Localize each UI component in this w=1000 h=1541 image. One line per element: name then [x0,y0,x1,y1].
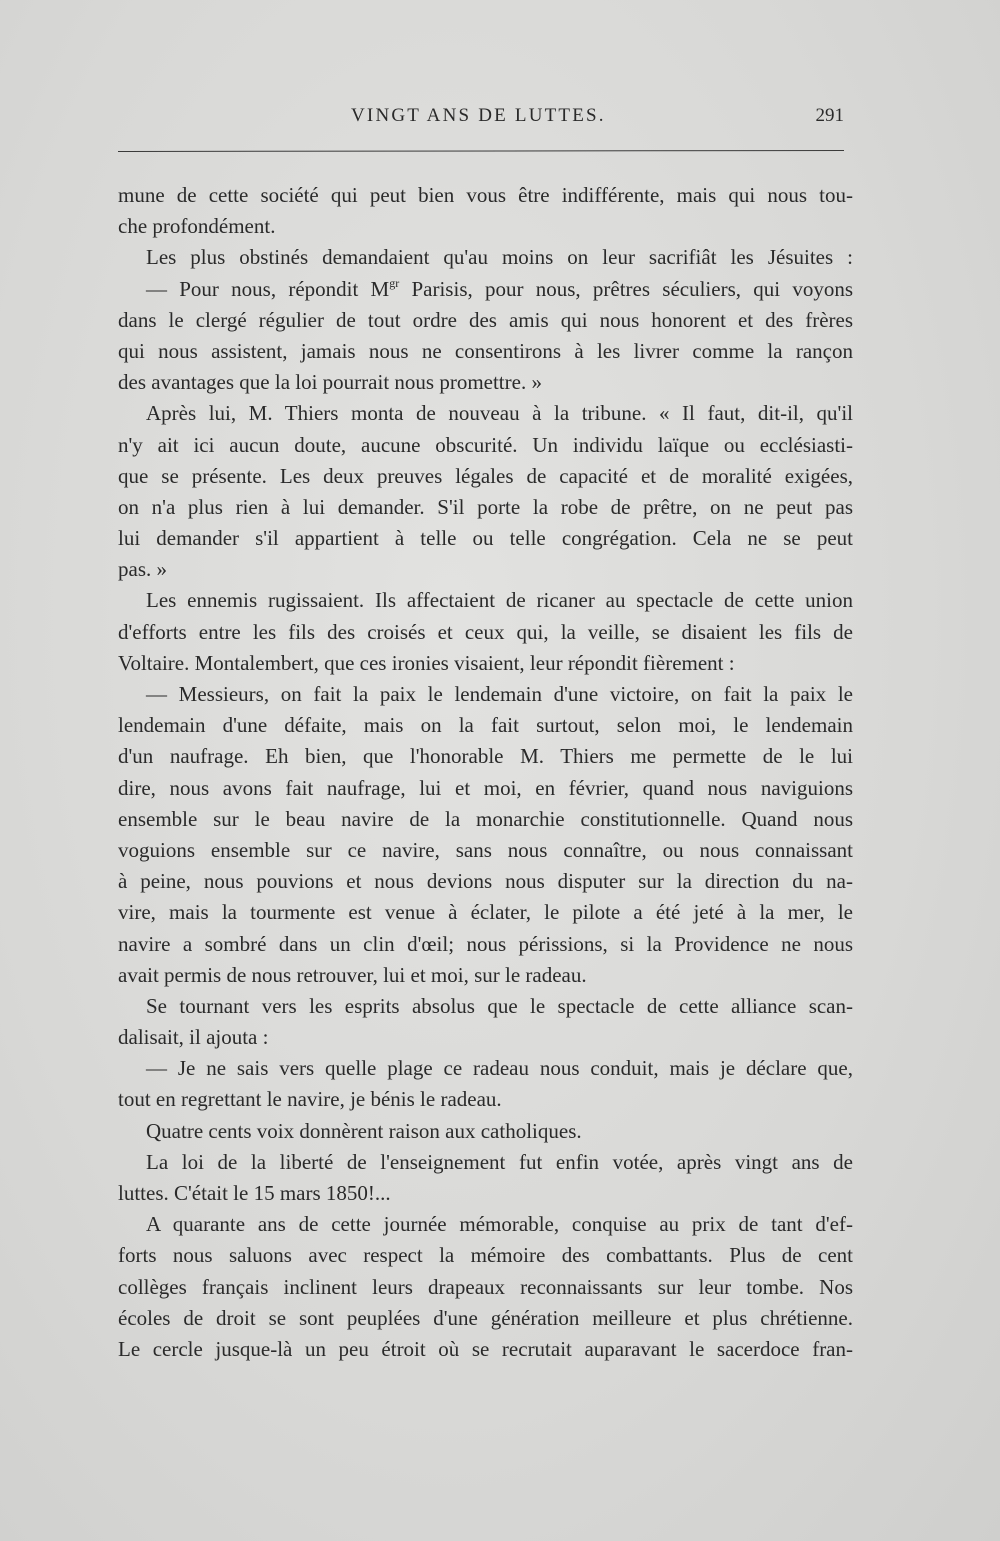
text-fragment: — Pour nous, répondit M [146,276,390,301]
superscript: gr [389,275,400,290]
header-rule [118,150,844,152]
text-line: mune de cette société qui peut bien vous être indifférente, mais qui nous tou- [118,183,853,207]
text-line: che profondément. [118,214,276,239]
text-line: lendemain d'une défaite, mais on la fait surtout, selon moi, le lendemain [118,713,853,738]
text-line: dans le clergé régulier de tout ordre des amis qui nous honorent et des frères [118,307,853,332]
text-line: collèges français inclinent leurs drapeaux reconnaissants sur leur tombe. Nos [118,1274,853,1299]
text-line: d'efforts entre les fils des croisés et ceux qui, la veille, se disaient les fils de [118,619,853,644]
text-line: ensemble sur le beau navire de la monarchie constitutionnelle. Quand nous [118,806,853,831]
text-line: lui demander s'il appartient à telle ou telle congrégation. Cela ne se peut [118,526,853,551]
text-line: avait permis de nous retrouver, lui et moi, sur le radeau. [118,962,587,987]
text-line: qui nous assistent, jamais nous ne consentirons à les livrer comme la rançon [118,338,853,363]
text-line: des avantages que la loi pourrait nous promettre. » [118,370,542,395]
text-line: La loi de la liberté de l'enseignement fut enfin votée, après vingt ans de [146,1149,853,1174]
text-line: que se présente. Les deux preuves légales de capacité et de moralité exigées, [118,463,853,488]
text-line: écoles de droit se sont peuplées d'une génération meilleure et plus chrétienne. [118,1305,853,1330]
page-header [118,103,848,133]
text-line [118,274,853,305]
text-line: d'un naufrage. Eh bien, que l'honorable M. Thiers me permette de le lui [118,744,853,769]
text-line: — Messieurs, on fait la paix le lendemain d'une victoire, on fait la paix le [146,682,853,706]
text-line: dire, nous avons fait naufrage, lui et moi, en février, quand nous naviguions [118,775,853,800]
text-line: Voltaire. Montalembert, que ces ironies visaient, leur répondit fièrement : [118,650,735,675]
text-line: à peine, nous pouvions et nous devions nous disputer sur la direction du na- [118,869,853,894]
text-line: — Je ne sais vers quelle plage ce radeau nous conduit, mais je déclare que, [146,1056,853,1081]
text-line: dalisait, il ajouta : [118,1025,269,1050]
text-line: pas. » [118,557,167,582]
text-line: Après lui, M. Thiers monta de nouveau à la tribune. « Il faut, dit-il, qu'il [146,401,853,426]
body-text [118,180,853,1365]
text-line: Quatre cents voix donnèrent raison aux catholiques. [146,1118,582,1143]
text-line: vire, mais la tourmente est venue à éclater, le pilote a été jeté à la mer, le [118,900,853,925]
text-fragment: Parisis, pour nous, prêtres séculiers, qui voyons [399,276,853,301]
text-line: forts nous saluons avec respect la mémoire des combattants. Plus de cent [118,1243,853,1268]
text-line: n'y ait ici aucun doute, aucune obscurité. Un individu laïque ou ecclésiasti- [118,432,853,457]
text-line: Les ennemis rugissaient. Ils affectaient de ricaner au spectacle de cette union [146,588,853,613]
page-number: 291 [815,105,844,126]
text-line: on n'a plus rien à lui demander. S'il porte la robe de prêtre, on ne peut pas [118,494,853,519]
text-line: tout en regrettant le navire, je bénis le radeau. [118,1087,502,1112]
text-line: voguions ensemble sur ce navire, sans nous connaître, ou nous connaissant [118,837,853,862]
text-line: luttes. C'était le 15 mars 1850!... [118,1181,391,1205]
text-line: navire a sombré dans un clin d'œil; nous périssions, si la Providence ne nous [118,931,853,956]
text-line: Se tournant vers les esprits absolus que le spectacle de cette alliance scan- [146,993,853,1018]
running-title: VINGT ANS DE LUTTES. [351,105,606,126]
text-line: Le cercle jusque-là un peu étroit où se recrutait auparavant le sacerdoce fran- [118,1336,853,1361]
text-line: A quarante ans de cette journée mémorable, conquise au prix de tant d'ef- [146,1212,853,1237]
text-line: Les plus obstinés demandaient qu'au moins on leur sacrifiât les Jésuites : [146,245,853,270]
